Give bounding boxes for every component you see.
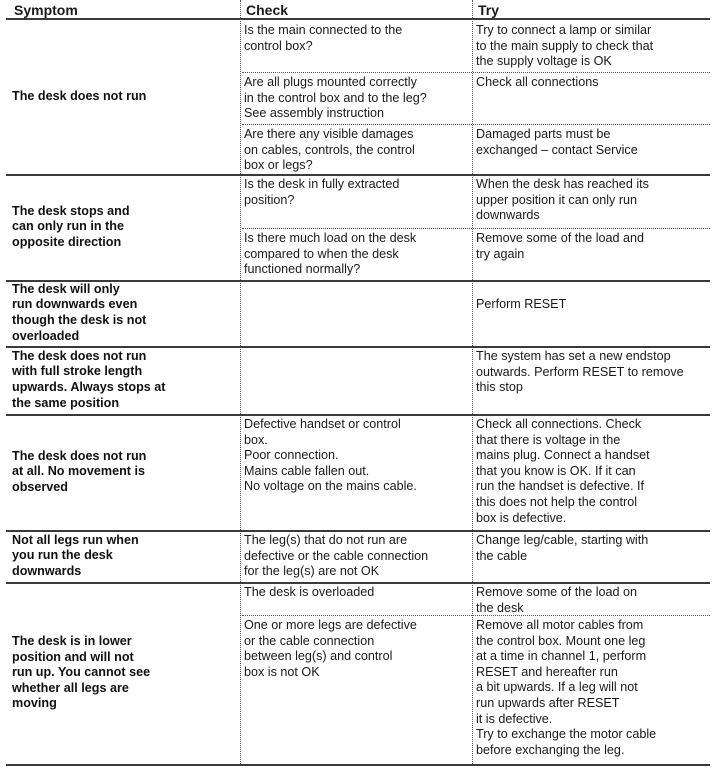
header-try: Try [478, 2, 500, 18]
column-divider [472, 0, 473, 764]
header-check: Check [246, 2, 289, 18]
try-cell: Remove some of the load on the desk [476, 585, 638, 615]
row-divider [242, 228, 710, 229]
symptom-cell: Not all legs run when you run the desk downwards [12, 532, 139, 578]
row-divider [242, 72, 710, 73]
try-cell: Damaged parts must be exchanged – contact Service [476, 127, 638, 157]
check-cell: Is there much load on the desk compared to when the desk functioned normally? [244, 231, 417, 277]
try-cell: Perform RESET [476, 297, 567, 311]
check-cell: One or more legs are defective or the cable connection between leg(s) and control box is not OK [244, 618, 417, 679]
row-divider [242, 615, 710, 616]
symptom-cell: The desk does not run [12, 89, 147, 104]
try-cell: The system has set a new endstop outwards. Perform RESET to remove this stop [476, 349, 684, 395]
symptom-cell: The desk is in lower position and will not run up. You cannot see whether all legs are moving [12, 634, 151, 711]
try-cell: Remove all motor cables from the control box. Mount one leg at a time in channel 1, perform RESET and hereafter run a bit upwards. If a leg will not run upwards after RESET it is defective. Try to exchange the motor cable before exchanging the leg. [476, 618, 657, 757]
check-cell: The desk is overloaded [244, 585, 375, 599]
row-divider [6, 764, 710, 766]
check-cell: Is the main connected to the control box? [244, 23, 403, 53]
check-cell: Are all plugs mounted correctly in the control box and to the leg? See assembly instruction [244, 75, 427, 121]
row-divider [242, 124, 710, 125]
try-cell: Try to connect a lamp or similar to the main supply to check that the supply voltage is OK [476, 23, 654, 69]
check-cell: Is the desk in fully extracted position? [244, 177, 400, 207]
symptom-cell: The desk will only run downwards even though the desk is not overloaded [12, 281, 147, 343]
try-cell: Change leg/cable, starting with the cable [476, 533, 649, 563]
try-cell: When the desk has reached its upper position it can only run downwards [476, 177, 649, 223]
symptom-cell: The desk does not run with full stroke length upwards. Always stops at the same position [12, 348, 166, 410]
try-cell: Check all connections [476, 75, 599, 89]
check-cell: Are there any visible damages on cables, controls, the control box or legs? [244, 127, 415, 173]
symptom-cell: The desk does not run at all. No movement is observed [12, 448, 147, 494]
check-cell: The leg(s) that do not run are defective or the cable connection for the leg(s) are not OK [244, 533, 429, 579]
try-cell: Remove some of the load and try again [476, 231, 645, 261]
try-cell: Check all connections. Check that there is voltage in the mains plug. Connect a handset that you know is OK. If it can run the handset is defective. If this does not help the control box is defective. [476, 417, 650, 525]
symptom-cell: The desk stops and can only run in the opposite direction [12, 203, 130, 249]
check-cell: Defective handset or control box. Poor connection. Mains cable fallen out. No voltage on the mains cable. [244, 417, 417, 494]
column-divider [240, 0, 241, 764]
header-symptom: Symptom [14, 2, 78, 18]
